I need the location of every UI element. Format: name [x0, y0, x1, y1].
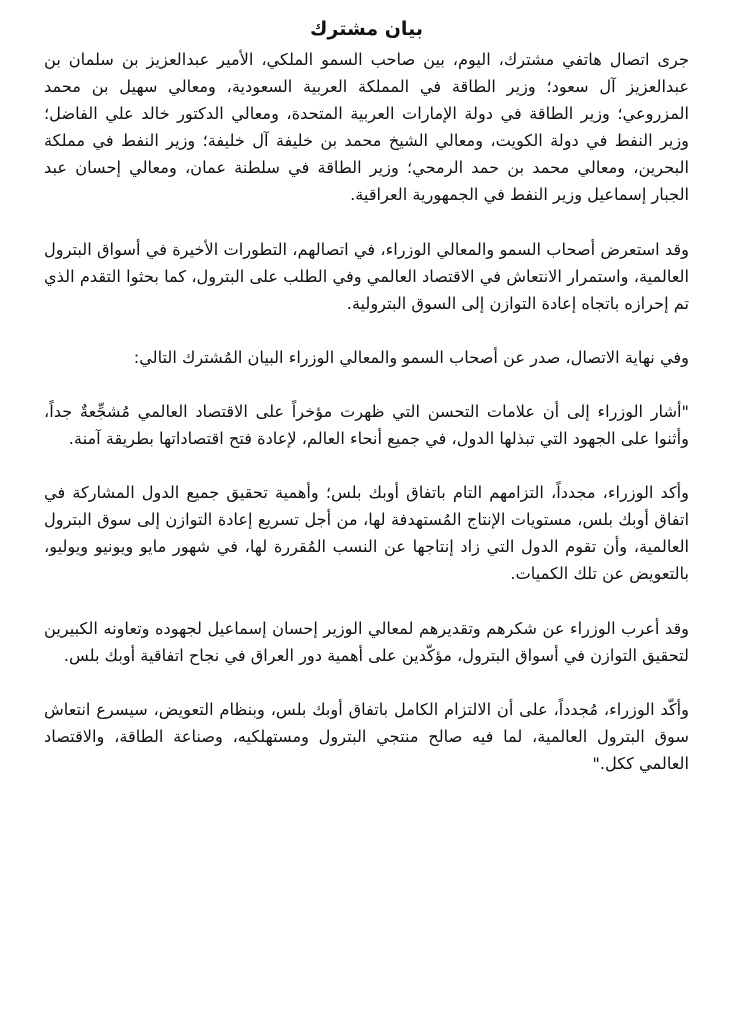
paragraph-opec-plus-commitment: وأكد الوزراء، مجدداً، التزامهم التام باتفاق أوبك بلس؛ وأهمية تحقيق جميع الدول المشاركة في اتفاق أوبك بلس، مستويات الإنتاج المُستهدفة لها، من أجل تسريع إعادة التوازن إلى سوق البترول العالمية، وأن تقوم الدول التي زاد إنتاجها عن النسب المُقررة لها، في شهور مايو ويونيو ويوليو، بالتعويض عن تلك الكميات. — [44, 483, 689, 584]
document-title: بيان مشترك — [310, 18, 423, 40]
paragraph-statement-intro: وفي نهاية الاتصال، صدر عن أصحاب السمو والمعالي الوزراء البيان المُشترك التالي: — [133, 347, 689, 367]
paragraph-full-compliance: وأكّد الوزراء، مُجدداً، على أن الالتزام الكامل باتفاق أوبك بلس، وبنظام التعويض، سيسرع انتعاش سوق البترول العالمية، لما فيه صالح منتجي البترول ومستهلكيه، وصناعة الطاقة، والاقتصاد العالمي ككل." — [44, 699, 689, 773]
paragraph-economic-recovery: "أشار الوزراء إلى أن علامات التحسن التي ظهرت مؤخراً على الاقتصاد العالمي مُشجِّعةٌ جداً، وأثنوا على الجهود التي تبذلها الدول، في جميع أنحاء العالم، لإعادة فتح اقتصاداتها بطريقة آمنة. — [44, 401, 689, 449]
paragraph-call-participants: جرى اتصال هاتفي مشترك، اليوم، بين صاحب السمو الملكي، الأمير عبدالعزيز بن سلمان بن عبدالعزيز آل سعود؛ وزير الطاقة في المملكة العربية السعودية، ومعالي سهيل بن محمد المزروعي؛ وزير الطاقة في دولة الإمارات العربية المتحدة، ومعالي الدكتور خالد علي الفاضل؛ وزير النفط في دولة الكويت، ومعالي الشيخ محمد بن خليفة آل خليفة؛ وزير النفط في مملكة البحرين، ومعالي محمد بن حمد الرمحي؛ وزير الطاقة في سلطنة عمان، ومعالي إحسان عبد الجبار إسماعيل وزير النفط في الجمهورية العراقية. — [44, 50, 689, 205]
paragraph-thanks-iraq-minister: وقد أعرب الوزراء عن شكرهم وتقديرهم لمعالي الوزير إحسان إسماعيل لجهوده وتعاونه الكبيرين لتحقيق التوازن في أسواق البترول، مؤكّدين على أهمية دور العراق في نجاح اتفاقية أوبك بلس. — [44, 618, 689, 665]
paragraph-market-review: وقد استعرض أصحاب السمو والمعالي الوزراء، في اتصالهم، التطورات الأخيرة في أسواق البترول العالمية، واستمرار الانتعاش في الاقتصاد العالمي وفي الطلب على البترول، كما بحثوا التقدم الذي تم إحرازه باتجاه إعادة التوازن إلى السوق البترولية. — [44, 239, 689, 313]
document-page — [44, 14, 689, 1004]
